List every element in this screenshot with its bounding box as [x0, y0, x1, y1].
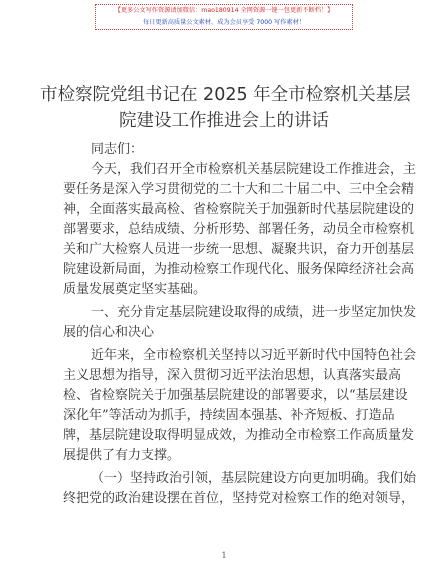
body-line: 院建设新局面，为推动检察工作现代化、服务保障经济社会高 — [63, 262, 415, 277]
body-line: 检、省检察院关于加强基层院建设的部署要求，以“基层建设 — [63, 388, 408, 403]
body-line: （一）坚持政治引领，基层院建设方向更加明确。我们始 — [91, 471, 417, 486]
promo-banner-line-2: 每日更新高质量公文素材，成为会员享受 7000 写作素材！ — [143, 19, 305, 26]
body-line: 今天，我们召开全市检察机关基层院建设工作推进会，主 — [91, 162, 417, 177]
body-line: 关和广大检察人员进一步统一思想、凝聚共识，奋力开创基层 — [63, 242, 415, 257]
body-line: 部署要求，总结成绩、分析形势、部署任务，动员全市检察机 — [63, 222, 415, 237]
body-line: 近年来，全市检察机关坚持以习近平新时代中国特色社会 — [91, 348, 417, 363]
body-line: 展提供了有力支撑。 — [63, 448, 181, 463]
body-line: 深化年”等活动为抓手，持续固本强基、补齐短板、打造品 — [63, 408, 395, 423]
body-line: 质量发展奠定坚实基础。 — [63, 282, 207, 297]
page-number: 1 — [221, 551, 227, 560]
body-line: 终把党的政治建设摆在首位，坚持党对检察工作的绝对领导， — [63, 491, 415, 506]
document-title-line-2: 院建设工作推进会上的讲话 — [119, 111, 329, 131]
body-line: 主义思想为指导，深入贯彻习近平法治思想，认真落实最高 — [63, 368, 402, 383]
section-heading-line: 展的信心和决心 — [63, 325, 155, 340]
promo-banner-line-1: 【更多公文写作资源请加微信：mao180914 全网资源一键一包更新不断档！】 — [114, 7, 334, 14]
salutation: 同志们： — [91, 142, 144, 157]
body-line: 牌，基层院建设取得明显成效，为推动全市检察工作高质量发 — [63, 428, 415, 443]
document-title — [40, 82, 411, 134]
promo-banner — [95, 4, 353, 30]
document-title-line-1: 市检察院党组书记在 2025 年全市检察机关基层 — [40, 85, 411, 105]
body-line: 要任务是深入学习贯彻党的二十大和二十届二中、三中全会精 — [63, 182, 415, 197]
section-heading-line: 一、充分肯定基层院建设取得的成绩，进一步坚定加快发 — [91, 305, 417, 320]
body-line: 神，全面落实最高检、省检察院关于加强新时代基层院建设的 — [63, 202, 415, 217]
